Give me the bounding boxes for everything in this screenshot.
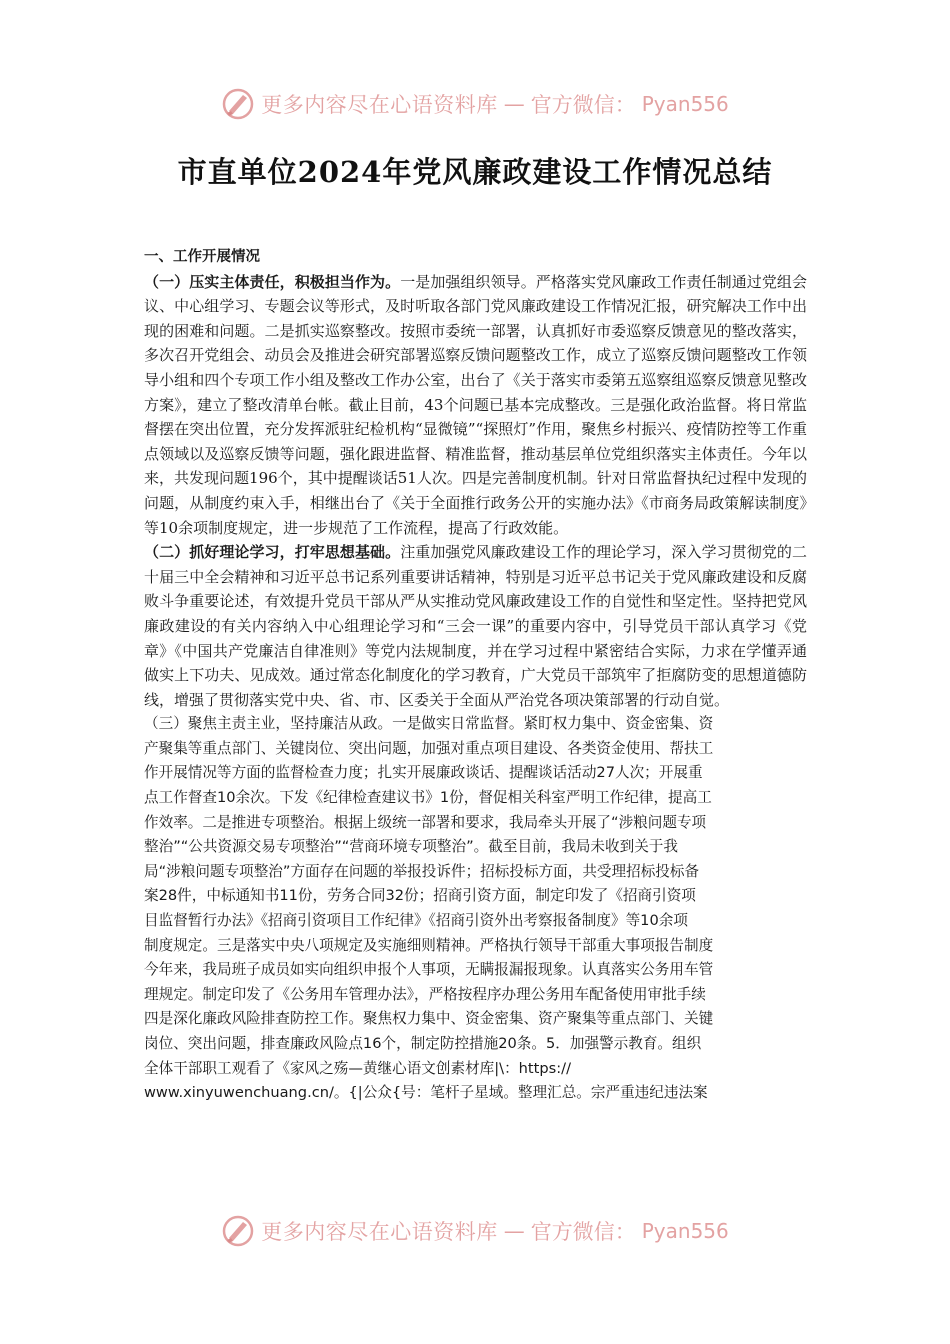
banner-wechat-label: 官方微信： xyxy=(530,1220,636,1244)
banner-wechat-label: 官方微信： xyxy=(530,93,636,117)
paragraph-3-line: 全体干部职工观看了《家风之殇—黄继心语文创素材库|\：https:// xyxy=(144,1059,571,1077)
section-heading: 一、工作开展情况 xyxy=(144,249,260,265)
paragraph-3-line: （三）聚焦主责主业，坚持廉洁从政。一是做实日常监督。紧盯权力集中、资金密集、资 xyxy=(144,715,714,733)
pen-hand-logo-icon xyxy=(221,87,255,121)
paragraph-1 xyxy=(144,270,807,541)
banner-slogan: 更多内容尽在心语资料库 xyxy=(261,93,498,117)
paragraph-1-body: 一是加强组织领导。严格落实党风廉政工作责任制通过党组会议、中心组学习、专题会议等形式，及时听取各部门党风廉政建设工作情况汇报，研究解决工作中出现的困难和问题。二是抓实巡察整改。按照市委统一部署，认真抓好市委巡察反馈意见的整改落实，多次召开党组会、动员会及推进会研究部署巡察反馈问题整改工作，成立了巡察反馈问题整改工作领导小组和四个专项工作小组及整改工作办公室，出台了《关于落实市委第五巡察组巡察反馈意见整改方案》，建立了整改清单台帐。截止目前，43个问题已基本完成整改。三是强化政治监督。将日常监督摆在突出位置，充分发挥派驻纪检机构“显微镜”“探照灯”作用，聚焦乡村振兴、疫情防控等工作重点领域以及巡察反馈等问题，强化跟进监督、精准监督，推动基层单位党组织落实主体责任。今年以来，共发现问题196个，其中提醒谈话51人次。四是完善制度机制。针对日常监督执纪过程中发现的问题，从制度约束入手，相继出台了《关于全面推行政务公开的实施办法》《市商务局政策解读制度》等10余项制度规定，进一步规范了工作流程，提高了行政效能。 xyxy=(144,272,807,537)
document-title: 市直单位2024年党风廉政建设工作情况总结 xyxy=(177,155,773,189)
paragraph-2-lead: （二）抓好理论学习，打牢思想基础。 xyxy=(144,543,401,562)
pen-hand-logo-icon xyxy=(221,1214,255,1248)
paragraph-3-line: 制度规定。三是落实中央八项规定及实施细则精神。严格执行领导干部重大事项报告制度 xyxy=(144,936,714,954)
paragraph-3-line: 产聚集等重点部门、关键岗位、突出问题，加强对重点项目建设、各类资金使用、帮扶工 xyxy=(144,739,714,757)
paragraph-1-lead: （一）压实主体责任，积极担当作为。 xyxy=(144,272,401,291)
paragraph-2-body: 注重加强党风廉政建设工作的理论学习，深入学习贯彻党的二十届三中全会精神和习近平总书记系列重要讲话精神，特别是习近平总书记关于党风廉政建设和反腐败斗争重要论述，有效提升党员干部从严从实推动党风廉政建设工作的自觉性和坚定性。坚持把党风廉政建设的有关内容纳入中心组理论学习和“三会一课”的重要内容中，引导党员干部认真学习《党章》《中国共产党廉洁自律准则》等党内法规制度，并在学习过程中紧密结合实际，力求在学懂弄通做实上下功夫、见成效。通过常态化制度化的学习教育，广大党员干部筑牢了拒腐防变的思想道德防线，增强了贯彻落实党中央、省、市、区委关于全面从严治党各项决策部署的行动自觉。 xyxy=(144,543,807,709)
paragraph-3-line: 岗位、突出问题，排查廉政风险点16个，制定防控措施20条。5．加强警示教育。组织 xyxy=(144,1035,702,1052)
header-banner xyxy=(0,84,950,124)
paragraph-3-line: www.xinyuwenchuang.cn/。{|公众{号：笔杆子星域。整理汇总。宗严重违纪违法案 xyxy=(144,1084,708,1102)
paragraph-3-line: 整治”“公共资源交易专项整治”“营商环境专项整治”。截至目前，我局未收到关于我 xyxy=(144,838,678,856)
paragraph-3-line: 今年来，我局班子成员如实向组织申报个人事项，无瞒报漏报现象。认真落实公务用车管 xyxy=(144,961,714,979)
paragraph-3-line: 局“涉粮问题专项整治”方面存在问题的举报投诉件；招标投标方面，共受理招标投标备 xyxy=(144,862,700,880)
footer-banner xyxy=(0,1211,950,1251)
document-body xyxy=(144,245,807,1106)
paragraph-3-line: 案28件，中标通知书11份，劳务合同32份；招商引资方面，制定印发了《招商引资项 xyxy=(144,887,696,905)
paragraph-3-line: 作开展情况等方面的监督检查力度；扎实开展廉政谈话、提醒谈话活动27人次；开展重 xyxy=(144,764,703,782)
paragraph-3-line: 理规定。制定印发了《公务用车管理办法》，严格按程序办理公务用车配备使用审批手续 xyxy=(144,985,706,1003)
banner-dash: — xyxy=(503,92,525,116)
paragraph-2 xyxy=(144,540,807,712)
banner-wechat-id: Pyan556 xyxy=(641,1219,729,1243)
paragraph-3-line: 点工作督查10余次。下发《纪律检查建议书》1份，督促相关科室严明工作纪律，提高工 xyxy=(144,789,712,807)
paragraph-3-line: 作效率。二是推进专项整治。根据上级统一部署和要求，我局牵头开展了“涉粮问题专项 xyxy=(144,813,707,831)
banner-dash: — xyxy=(503,1219,525,1243)
banner-slogan: 更多内容尽在心语资料库 xyxy=(261,1220,498,1244)
banner-wechat-id: Pyan556 xyxy=(641,92,729,116)
paragraph-3-line: 目监督暂行办法》《招商引资项目工作纪律》《招商引资外出考察报备制度》等10余项 xyxy=(144,912,688,930)
paragraph-3-line: 四是深化廉政风险排查防控工作。聚焦权力集中、资金密集、资产聚集等重点部门、关键 xyxy=(144,1010,714,1028)
paragraph-3 xyxy=(144,712,807,1106)
